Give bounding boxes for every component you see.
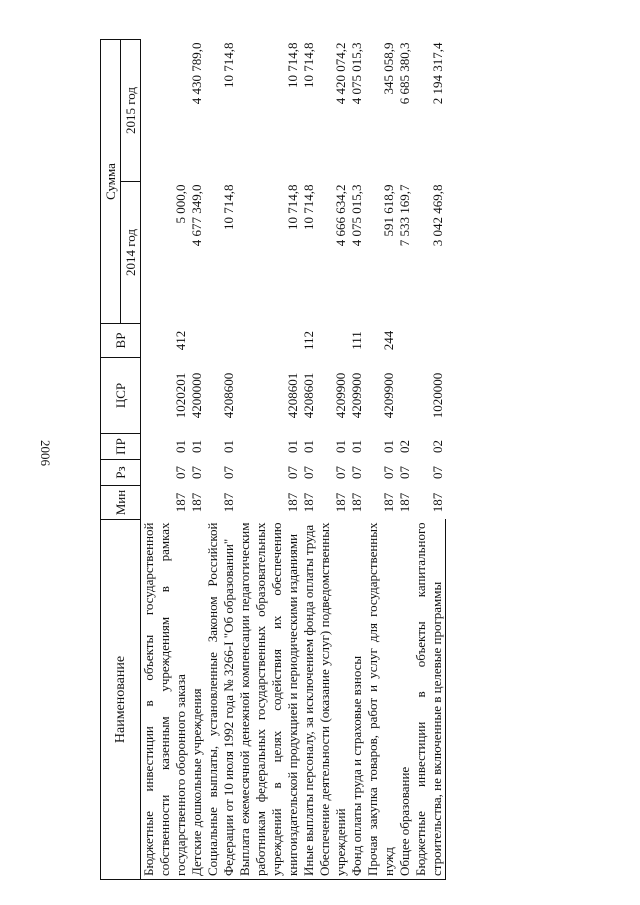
row-pr: 02 [397,440,412,453]
row-name: Прочая закупка товаров, работ и услуг для государственных нужд [365,520,397,880]
row-min: 187 [429,492,445,513]
row-csr: 1020201 [173,372,188,419]
row-csr: 1020000 [429,372,445,419]
header-2015: 2015 год [121,40,141,182]
row-sum-2014: 4 075 015,3 [349,184,364,247]
row-min: 187 [189,492,204,513]
header-rz: Рз [101,460,141,486]
row-vr [413,324,446,358]
row-vr [317,324,349,358]
row-pr: 01 [349,440,364,453]
row-min: 187 [173,492,188,513]
row-pr: 01 [301,440,316,453]
row-name: Бюджетные инвестиции в объекты капитального строительства, не включенные в целевые программы [413,520,446,880]
row-min: 187 [301,492,316,513]
row-sum-2015: 4 430 789,0 [189,42,204,105]
row-rz: 07 [173,466,188,479]
row-vr [397,324,413,358]
row-name: Социальные выплаты, установленные Законом Российской Федерации от 10 июля 1992 года № 3266-I "Об образовании" [205,520,237,880]
row-sum-2015: 10 714,8 [221,42,236,88]
table-row [141,40,190,880]
row-rz: 07 [189,466,204,479]
header-name: Наименование [101,520,141,880]
row-sum-2015: 4 075 015,3 [349,42,364,105]
row-sum-2014: 5 000,0 [173,184,188,224]
row-sum-2015: 345 058,9 [381,42,396,95]
row-vr: 112 [301,330,316,351]
table-row [365,40,397,880]
row-pr: 01 [333,440,348,453]
table-row [349,40,365,880]
table-row [397,40,413,880]
table-row [205,40,237,880]
row-rz: 07 [285,466,300,479]
page-number-container [32,12,58,893]
row-csr: 4209900 [381,372,396,419]
row-pr: 01 [381,440,396,453]
table-row [237,40,301,880]
row-vr: 412 [173,330,188,351]
row-sum-2014: 4 666 634,2 [333,184,348,247]
row-name: Бюджетные инвестиции в объекты государственной собственности казенным учреждениям в рамках государственного оборонного заказа [141,520,190,880]
row-vr [205,324,237,358]
row-name: Обеспечение деятельности (оказание услуг) подведомственных учреждений [317,520,349,880]
row-sum-2014: 3 042 469,8 [429,184,445,247]
row-sum-2015 [141,40,190,182]
row-rz: 07 [349,466,364,479]
row-vr: 111 [349,331,364,350]
row-min: 187 [285,492,300,513]
row-csr: 4208601 [301,372,316,419]
row-min: 187 [349,492,364,513]
row-csr: 4200000 [189,372,204,419]
row-csr: 4209900 [333,372,348,419]
header-min: Мин [101,486,141,520]
row-sum-2015: 10 714,8 [285,42,300,88]
row-vr [189,324,205,358]
row-rz: 07 [397,466,412,479]
row-rz: 07 [221,466,236,479]
row-min: 187 [333,492,348,513]
row-sum-2014: 4 677 349,0 [189,184,204,247]
row-rz: 07 [333,466,348,479]
row-rz: 07 [301,466,316,479]
row-sum-2014: 10 714,8 [285,184,300,230]
row-sum-2014: 10 714,8 [301,184,316,230]
row-pr: 02 [429,440,445,453]
table-row [317,40,349,880]
budget-table [100,39,446,880]
row-sum-2015: 10 714,8 [301,42,316,88]
table-row [413,40,446,880]
rotated-page-content [100,40,640,880]
row-rz: 07 [381,466,396,479]
row-min: 187 [221,492,236,513]
row-min: 187 [397,492,412,513]
row-csr: 4208601 [285,372,300,419]
header-vr: ВР [101,324,141,358]
row-sum-2014: 10 714,8 [221,184,236,230]
table-row [301,40,317,880]
row-min: 187 [381,492,396,513]
row-pr: 01 [285,440,300,453]
header-csr: ЦСР [101,358,141,434]
header-pr: ПР [101,434,141,460]
row-csr: 4209900 [349,372,364,419]
row-rz: 07 [429,466,445,479]
row-csr [397,358,413,434]
row-sum-2014: 7 533 169,7 [397,184,412,247]
row-sum-2015: 2 194 317,4 [429,42,445,105]
row-sum-2015: 4 420 074,2 [333,42,348,105]
row-pr: 01 [173,440,188,453]
row-name: Выплата ежемесячной денежной компенсации педагогическим работникам федеральных государственных образовательных учреждений в целях содействия их обеспечению книгоиздательской продукцией и периодическими изданиями [237,520,301,880]
row-vr [237,324,301,358]
table-body [141,40,446,880]
row-name: Иные выплаты персоналу, за исключением фонда оплаты труда [301,520,317,880]
row-name: Общее образование [397,520,413,880]
header-sum: Сумма [101,40,121,324]
table-row [189,40,205,880]
table-header [101,40,141,880]
page-number: 2006 [38,439,53,466]
row-pr: 01 [189,440,204,453]
row-name: Фонд оплаты труда и страховые взносы [349,520,365,880]
row-sum-2014: 591 618,9 [381,184,396,237]
row-name: Детские дошкольные учреждения [189,520,205,880]
row-pr: 01 [221,440,236,453]
row-csr: 4208600 [221,372,236,419]
row-sum-2015: 6 685 380,3 [397,42,412,105]
header-2014: 2014 год [121,182,141,324]
row-vr: 244 [381,330,396,351]
